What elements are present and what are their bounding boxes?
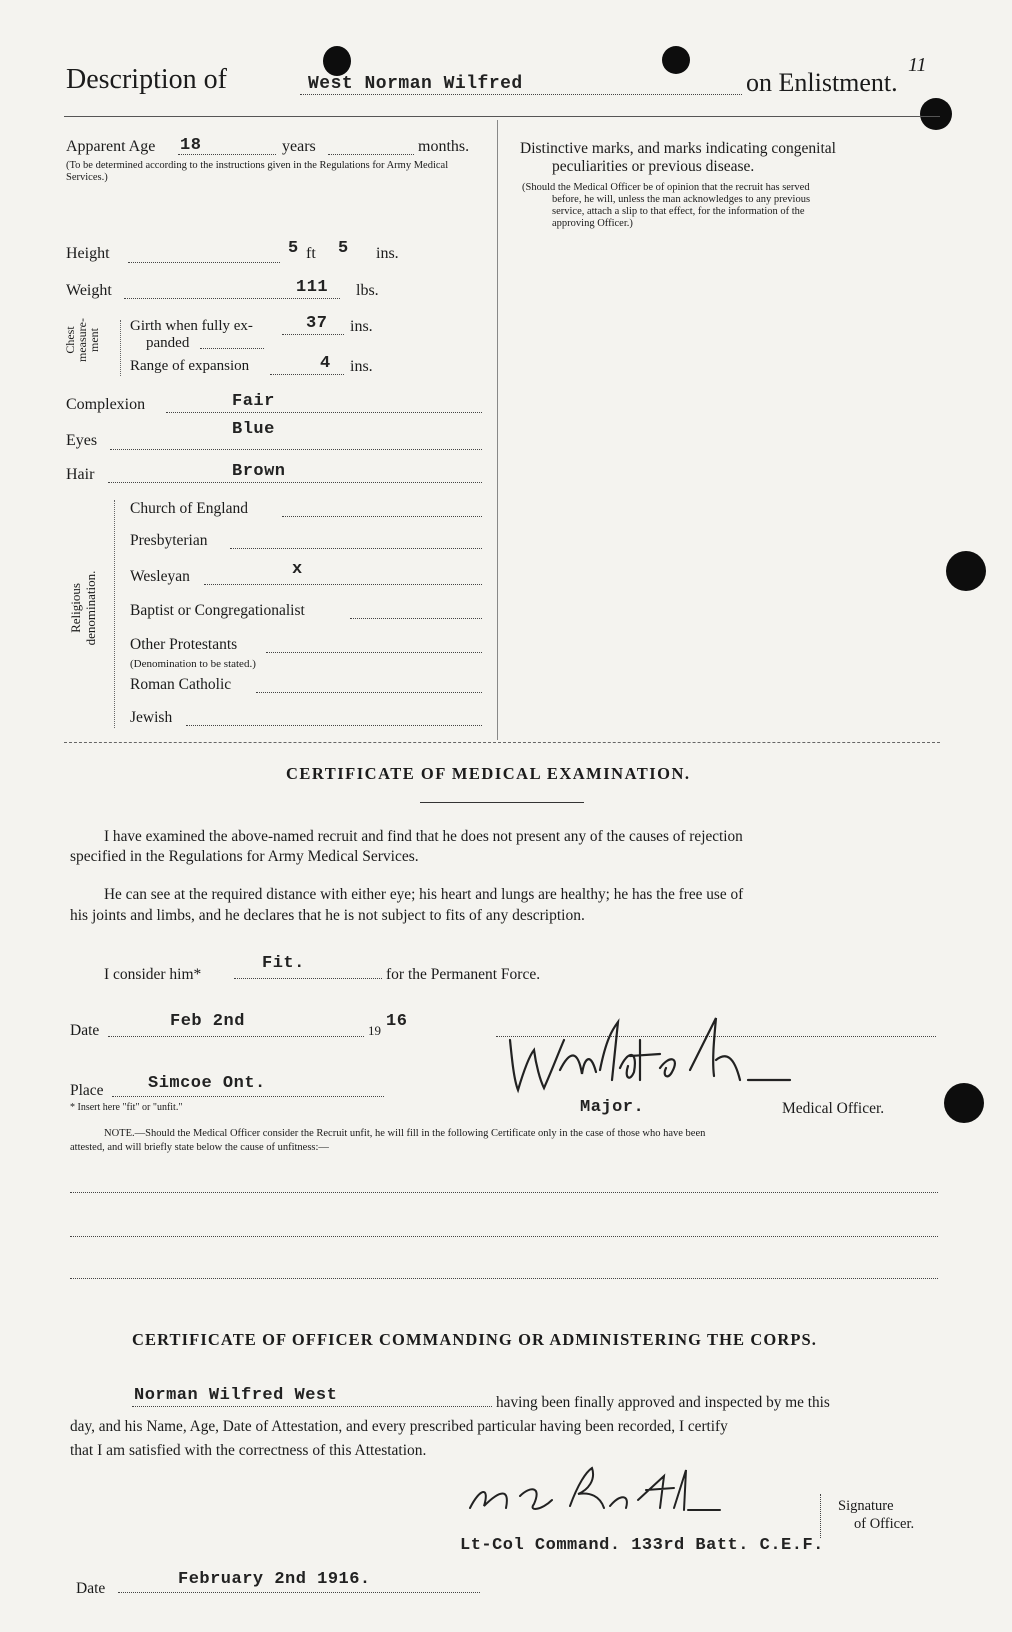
medical-date-year: 16 [386,1012,408,1031]
commanding-cert-title: CERTIFICATE OF OFFICER COMMANDING OR ADMINISTERING THE CORPS. [132,1330,818,1349]
medical-para2-2: his joints and limbs, and he declares that he is not subject to fits of any description. [70,907,585,924]
age-value: 18 [180,136,202,155]
weight-label: Weight [66,282,112,299]
commanding-officer-title: Lt-Col Command. 133rd Batt. C.E.F. [460,1536,824,1555]
section-rule [64,742,940,743]
marks-note: (Should the Medical Officer be of opinion that the recruit has served [522,182,810,193]
medical-unfit-note: NOTE.—Should the Medical Officer consider the Recruit unfit, he will fill in the following Certificate only in the case of those who have been [104,1128,706,1139]
commanding-line2: day, and his Name, Age, Date of Attestation, and every prescribed particular having been recorded, I certify [70,1418,728,1435]
medical-para2: He can see at the required distance with either eye; his heart and lungs are healthy; he has the free use of [104,886,744,903]
signature-brace [820,1494,821,1538]
commanding-date-value: February 2nd 1916. [178,1570,371,1589]
insert-note: * Insert here "fit" or "unfit." [70,1102,183,1113]
religion-jewish: Jewish [130,709,173,726]
weight-line [124,298,340,299]
height-ft-value: 5 [288,239,299,258]
range-line [270,374,344,375]
months-line [328,154,414,155]
religion-brace [114,500,115,728]
signature-label: Signature [838,1498,894,1514]
religion-line [230,548,482,549]
ft-label: ft [306,245,316,262]
medical-officer-label: Medical Officer. [782,1100,885,1117]
ins-label: ins. [376,245,399,262]
consider-line [234,978,382,979]
religion-line [266,652,482,653]
commanding-date-line [118,1592,480,1593]
marks-note-4: approving Officer.) [552,218,633,229]
years-label: years [282,138,316,155]
header-rule [64,116,940,117]
weight-value: 111 [296,278,329,297]
months-label: months. [418,138,470,155]
religion-line [186,725,482,726]
punch-hole [323,46,351,76]
religion-line [350,618,482,619]
consider-suffix: for the Permanent Force. [386,966,541,983]
chest-side-label: Chest measure-ment [63,318,101,362]
commanding-date-label: Date [76,1580,106,1597]
complexion-line [166,412,482,413]
religion-line [204,584,482,585]
complexion-label: Complexion [66,396,146,413]
eyes-line [110,449,482,450]
column-divider [497,120,498,740]
height-line [128,262,280,263]
consider-label: I consider him* [104,966,202,983]
place-value: Simcoe Ont. [148,1074,266,1093]
punch-hole [662,46,690,74]
medical-unfit-note-2: attested, and will briefly state below the cause of unfitness:— [70,1142,329,1153]
medical-date-line [108,1036,364,1037]
hair-label: Hair [66,466,95,483]
medical-cert-title: CERTIFICATE OF MEDICAL EXAMINATION. [286,764,691,783]
girth-label: Girth when fully ex- [130,318,253,334]
punch-hole [946,551,986,591]
punch-hole [944,1083,984,1123]
religion-church-of-england: Church of England [130,500,248,517]
punch-hole [920,98,952,130]
medical-para1-2: specified in the Regulations for Army Medical Services. [70,848,419,865]
religion-line [282,516,482,517]
religion-baptist: Baptist or Congregationalist [130,602,305,619]
name-line [300,94,742,95]
unfitness-line [70,1192,938,1193]
commanding-officer-signature [460,1460,740,1520]
range-label: Range of expansion [130,358,250,374]
girth-label-2: panded [146,335,190,351]
title-underline [420,802,584,803]
medical-officer-signature [500,1010,810,1100]
religion-other-note: (Denomination to be stated.) [130,658,256,670]
signature-label-2: of Officer. [854,1516,915,1532]
commanding-name-line [132,1406,492,1407]
height-label: Height [66,245,110,262]
religion-presbyterian: Presbyterian [130,532,208,549]
religion-line [256,692,482,693]
girth-dots [200,348,264,349]
unfitness-line [70,1236,938,1237]
girth-line [282,334,344,335]
range-ins-label: ins. [350,358,373,375]
girth-value: 37 [306,314,328,333]
medical-date-label: Date [70,1022,100,1039]
place-label: Place [70,1082,104,1099]
consider-value: Fit. [262,954,305,973]
lbs-label: lbs. [356,282,379,299]
religion-other-protestants: Other Protestants [130,636,238,653]
corner-mark: 11 [908,54,927,76]
religion-side-label: Religious denomination. [68,570,98,646]
medical-officer-rank: Major. [580,1098,645,1117]
age-label: Apparent Age [66,138,156,155]
marks-heading: Distinctive marks, and marks indicating congenital [520,140,836,157]
form-title-prefix: Description of [66,64,227,95]
hair-line [108,482,482,483]
height-ins-value: 5 [338,239,349,258]
marks-note-3: service, attach a slip to that effect, for the information of the [552,206,805,217]
girth-ins-label: ins. [350,318,373,335]
marks-note-2: before, he will, unless the man acknowledges to any previous [552,194,811,205]
eyes-value: Blue [232,420,275,439]
hair-value: Brown [232,462,286,481]
recruit-name: West Norman Wilfred [308,74,523,94]
age-note: (To be determined according to the instructions given in the Regulations for Army Medical Services.) [66,160,449,183]
religion-wesleyan: Wesleyan [130,568,190,585]
medical-date-year-prefix: 19 [368,1023,381,1038]
medical-para1: I have examined the above-named recruit and find that he does not present any of the causes of rejection [104,828,743,845]
religion-wesleyan-mark: x [292,560,303,579]
place-line [112,1096,384,1097]
eyes-label: Eyes [66,432,98,449]
religion-roman-catholic: Roman Catholic [130,676,232,693]
complexion-value: Fair [232,392,275,411]
range-value: 4 [320,354,331,373]
commanding-name-value: Norman Wilfred West [134,1386,338,1405]
medical-date-value: Feb 2nd [170,1012,245,1031]
commanding-line3: that I am satisfied with the correctness of this Attestation. [70,1442,427,1459]
marks-heading-2: peculiarities or previous disease. [552,158,755,175]
chest-brace [120,320,121,376]
unfitness-line [70,1278,938,1279]
commanding-line1: having been finally approved and inspected by me this [496,1394,830,1411]
form-title-suffix: on Enlistment. [746,68,898,97]
